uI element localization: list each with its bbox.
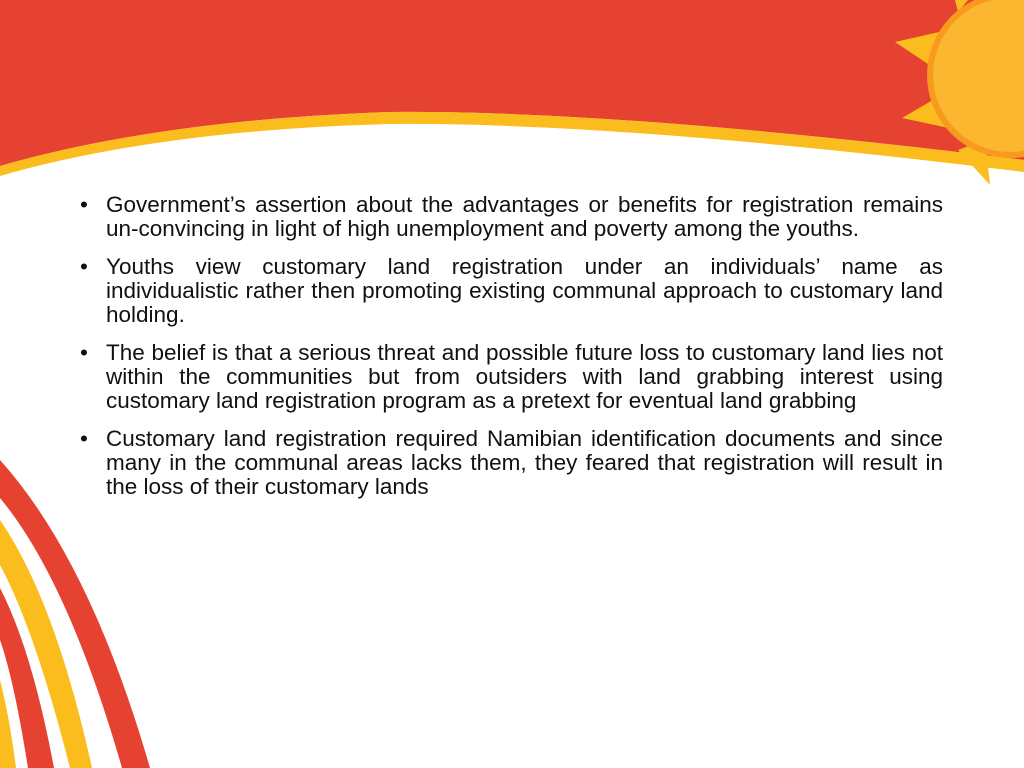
bullet-glyph: • <box>80 340 88 365</box>
bullet-item <box>78 341 943 413</box>
bullet-text: Youths view customary land registration under an individuals’ name as individualistic rather then promoting existing communal approach to customary land holding. <box>106 254 943 327</box>
bullet-text: Customary land registration required Namibian identification documents and since many in the communal areas lacks them, they feared that registration will result in the loss of their customary lands <box>106 426 943 499</box>
bullet-glyph: • <box>80 192 88 217</box>
bullet-list <box>78 193 943 499</box>
bullet-glyph: • <box>80 426 88 451</box>
bullet-content <box>78 193 943 513</box>
bullet-item <box>78 427 943 499</box>
bullet-text: The belief is that a serious threat and possible future loss to customary land lies not within the communities but from outsiders with land grabbing interest using customary land registration program as a pretext for eventual land grabbing <box>106 340 943 413</box>
bullet-glyph: • <box>80 254 88 279</box>
bullet-item <box>78 255 943 327</box>
bullet-text: Government’s assertion about the advantages or benefits for registration remains un-convincing in light of high unemployment and poverty among the youths. <box>106 192 943 241</box>
bullet-item <box>78 193 943 241</box>
